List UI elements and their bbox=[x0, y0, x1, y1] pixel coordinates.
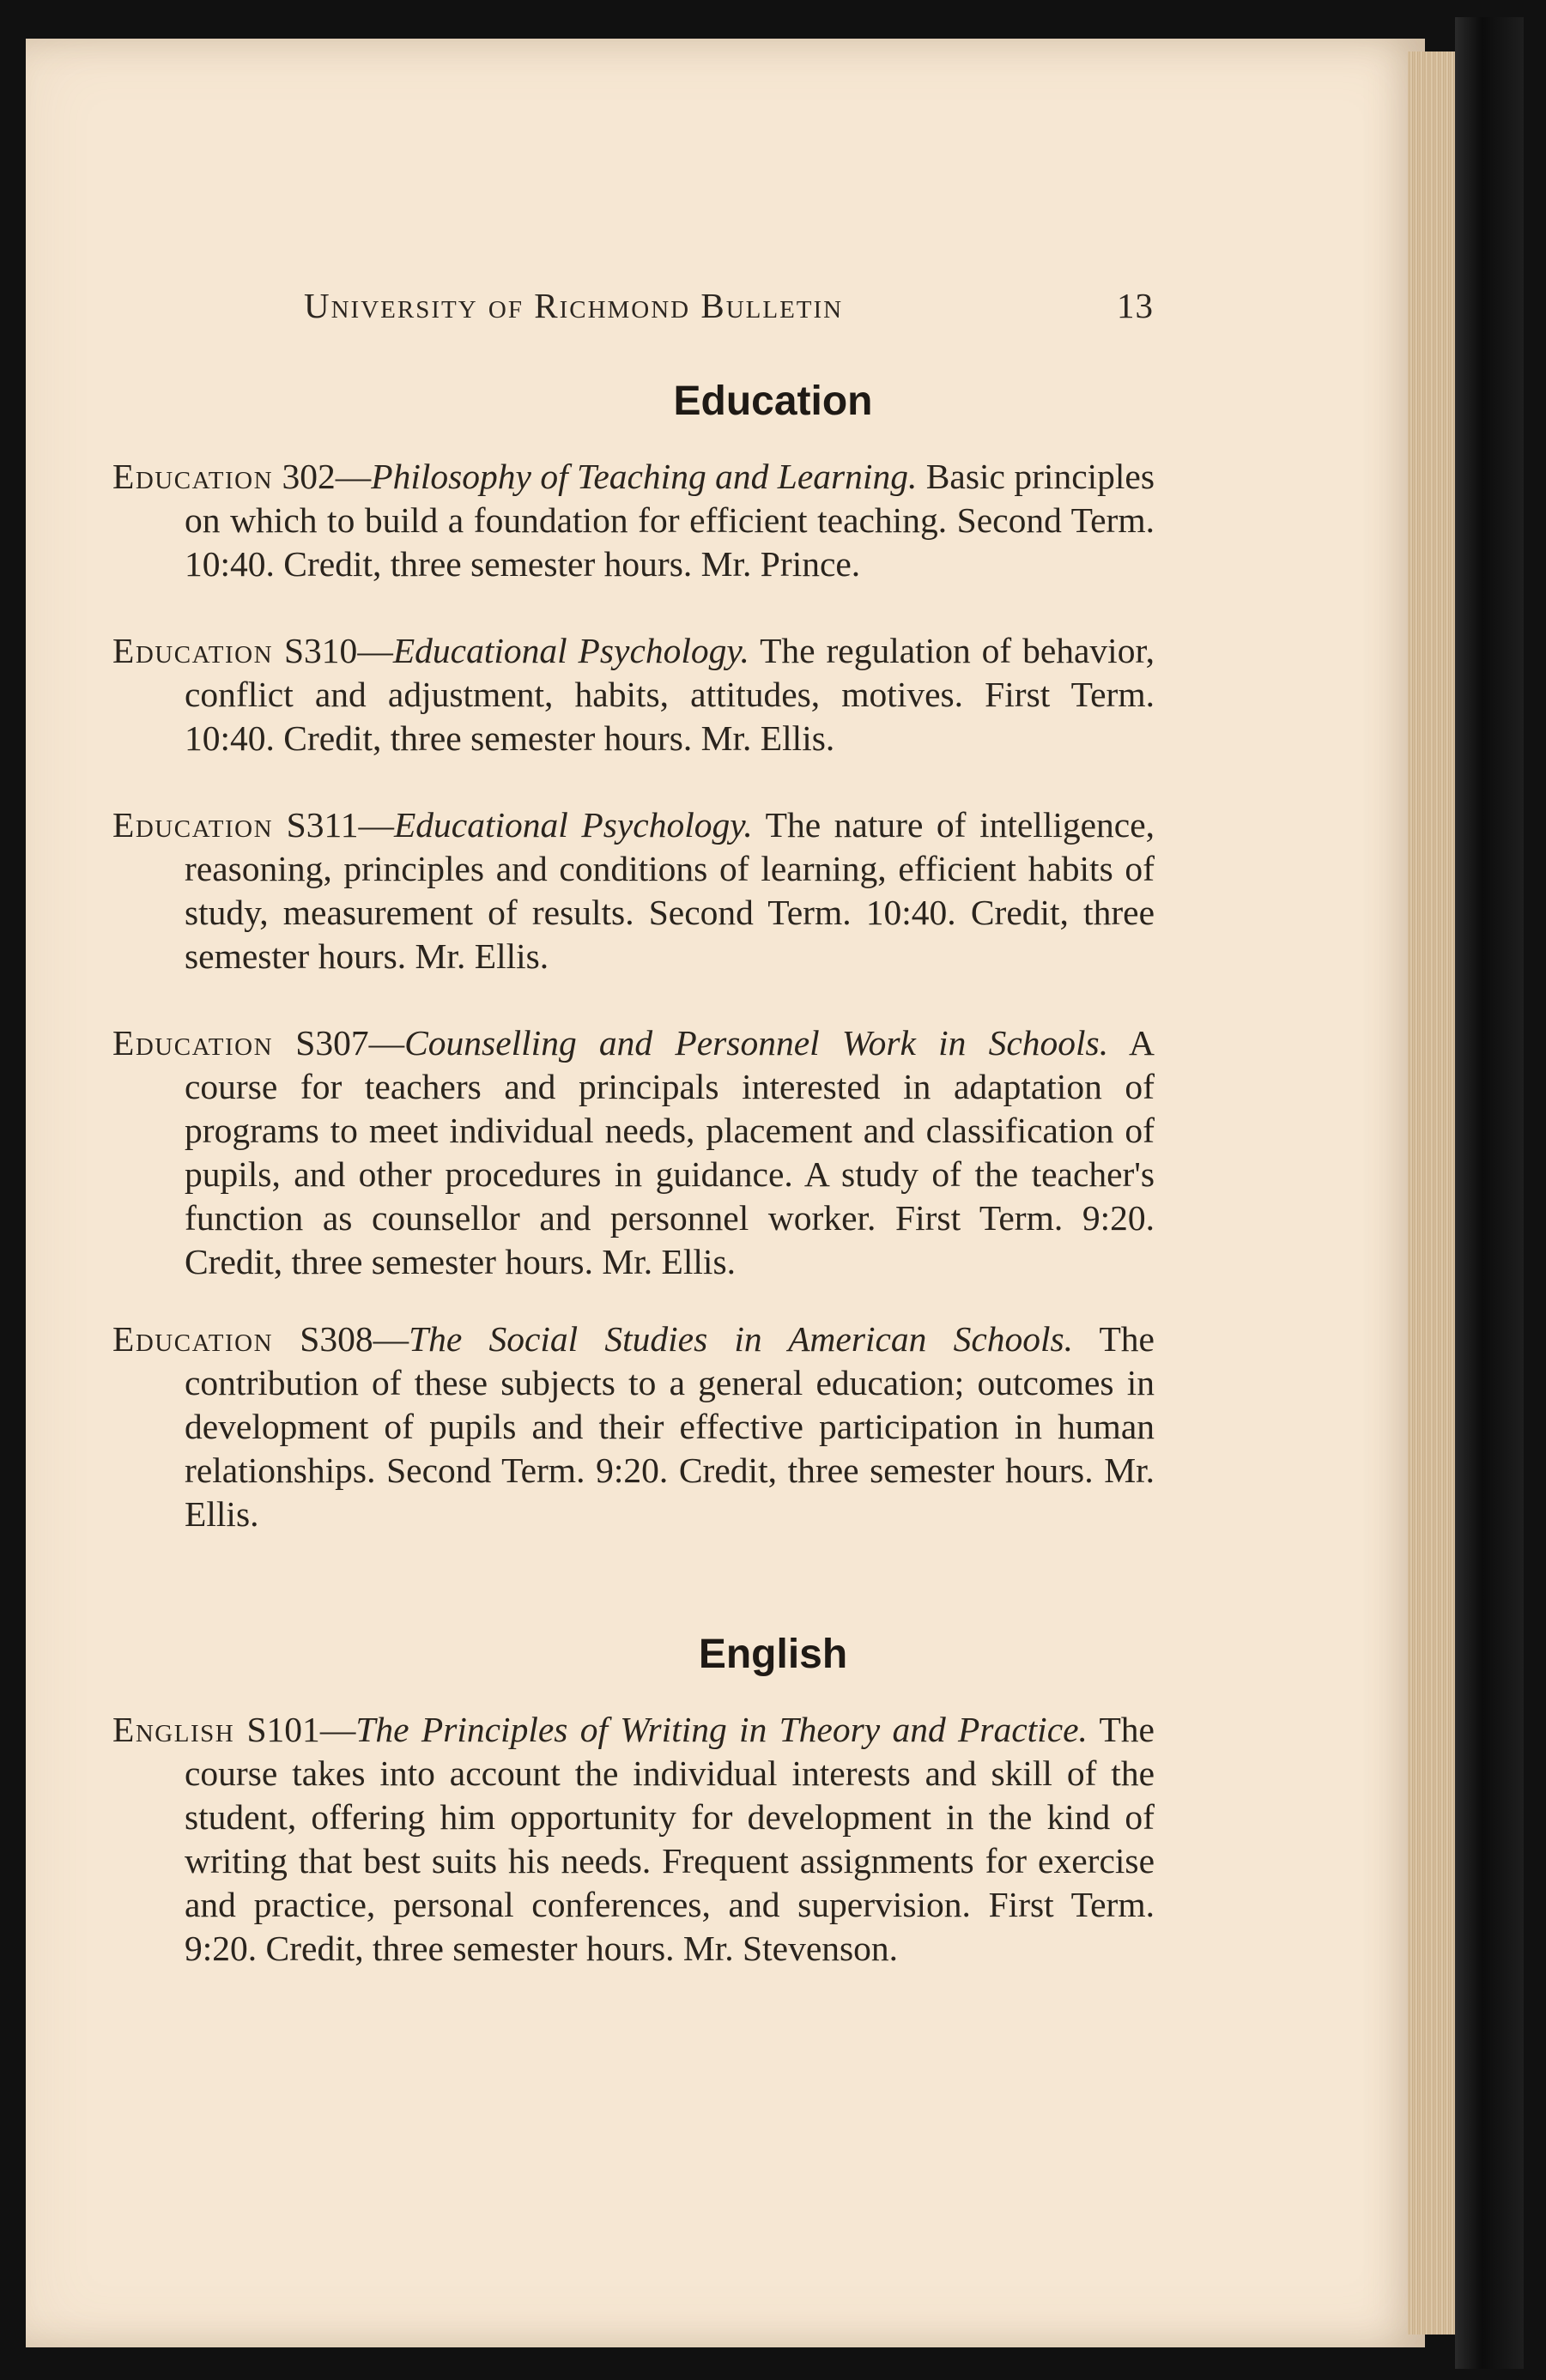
course-code: S307 bbox=[295, 1023, 369, 1063]
course-entry: Education S310—Educational Psychology. The regulation of behavior, conflict and adjustment, habits, attitudes, motives. First Term. 10:40. Credit, three semester hours. Mr. Ellis. bbox=[112, 631, 1155, 758]
course-entry: Education S307—Counselling and Personnel Work in Schools. A course for teachers and principals interested in adaptation of programs to meet individual needs, placement and classification of pupils, and other procedures in guidance. A study of the teacher's function as counsellor and personnel worker. First Term. 9:20. Credit, three semester hours. Mr. Ellis. bbox=[112, 1023, 1155, 1281]
course-code: S101 bbox=[246, 1710, 320, 1749]
course-title: Educational Psychology. bbox=[392, 631, 749, 670]
course-dept: English bbox=[112, 1710, 235, 1749]
course-dept: Education bbox=[112, 631, 274, 670]
course-description: The regulation of behavior, conflict and adjustment, habits, attitudes, motives. First Term. 10:40. Credit, three semester hours. Mr. Ellis. bbox=[185, 631, 1155, 758]
running-head bbox=[304, 285, 1154, 326]
course-code: S310 bbox=[283, 631, 358, 670]
course-description: Basic principles on which to build a foundation for efficient teaching. Second Term. 10:40. Credit, three semester hours. Mr. Prince. bbox=[185, 457, 1155, 584]
course-title: Educational Psychology. bbox=[393, 805, 753, 845]
course-description: A course for teachers and principals interested in adaptation of programs to meet individual needs, placement and classification of pupils, and other procedures in guidance. A study of the teacher's function as counsellor and personnel worker. First Term. 9:20. Credit, three semester hours. Mr. Ellis. bbox=[185, 1023, 1155, 1281]
section-heading-english: English bbox=[698, 1632, 848, 1677]
course-title: Counselling and Personnel Work in Schools. bbox=[404, 1023, 1109, 1063]
course-entry: English S101—The Principles of Writing in Theory and Practice. The course takes into account the individual interests and skill of the student, offering him opportunity for development in the kind of writing that best suits his needs. Frequent assignments for exercise and practice, personal conferences, and supervision. First Term. 9:20. Credit, three semester hours. Mr. Stevenson. bbox=[112, 1710, 1155, 1968]
page-number: 13 bbox=[1117, 286, 1154, 325]
course-description: The contribution of these subjects to a general education; outcomes in development of pupils and their effective participation in human relationships. Second Term. 9:20. Credit, three semester hours. Mr. Ellis. bbox=[185, 1319, 1155, 1534]
course-title: The Principles of Writing in Theory and Practice. bbox=[355, 1710, 1088, 1749]
course-title: The Social Studies in American Schools. bbox=[409, 1319, 1074, 1359]
course-code: S311 bbox=[286, 805, 359, 845]
course-dept: Education bbox=[112, 457, 274, 496]
course-entry: Education S308—The Social Studies in American Schools. The contribution of these subjects to a general education; outcomes in development of pupils and their effective participation in human relationships. Second Term. 9:20. Credit, three semester hours. Mr. Ellis. bbox=[112, 1319, 1155, 1534]
bulletin-title: University of Richmond Bulletin bbox=[304, 286, 844, 325]
course-code: 302 bbox=[282, 457, 336, 496]
course-title: Philosophy of Teaching and Learning. bbox=[371, 457, 918, 496]
course-code: S308 bbox=[300, 1319, 373, 1359]
book-cover-edge bbox=[1455, 17, 1524, 2369]
course-dept: Education bbox=[112, 1023, 274, 1063]
course-dept: Education bbox=[112, 1319, 274, 1359]
section-heading-education: Education bbox=[673, 378, 873, 424]
course-entry: Education S311—Educational Psychology. The nature of intelligence, reasoning, principles and conditions of learning, efficient habits of study, measurement of results. Second Term. 10:40. Credit, three semester hours. Mr. Ellis. bbox=[112, 805, 1155, 976]
course-description: The course takes into account the individual interests and skill of the student, offering him opportunity for development in the kind of writing that best suits his needs. Frequent assignments for exercise and practice, personal conferences, and supervision. First Term. 9:20. Credit, three semester hours. Mr. Stevenson. bbox=[185, 1710, 1155, 1968]
course-description: The nature of intelligence, reasoning, principles and conditions of learning, efficient habits of study, measurement of results. Second Term. 10:40. Credit, three semester hours. Mr. Ellis. bbox=[185, 805, 1155, 976]
course-dept: Education bbox=[112, 805, 274, 845]
course-entry: Education 302—Philosophy of Teaching and Learning. Basic principles on which to build a foundation for efficient teaching. Second Term. 10:40. Credit, three semester hours. Mr. Prince. bbox=[112, 457, 1155, 584]
